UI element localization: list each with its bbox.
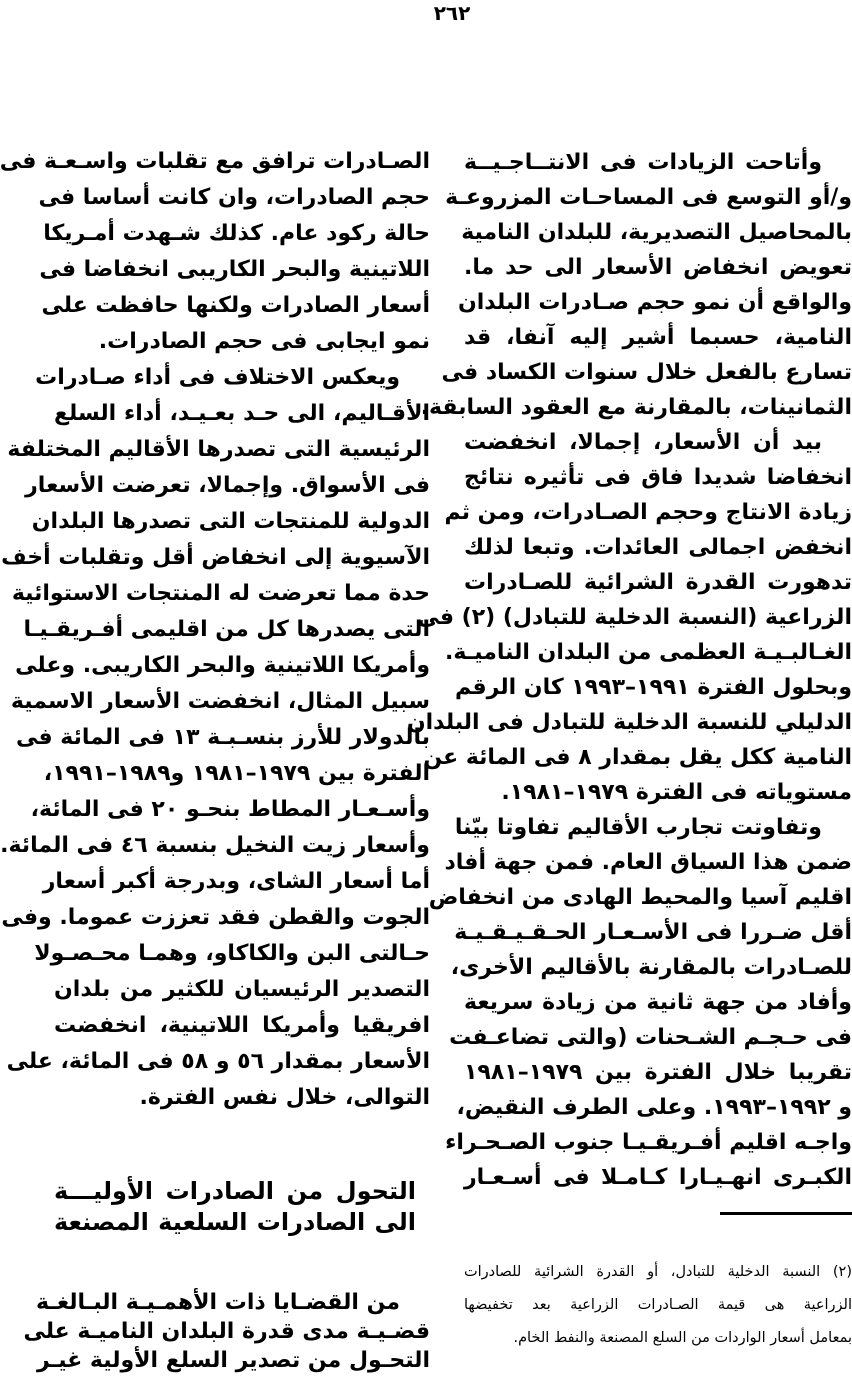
text-line: التى يصدرها كل من اقليمى أفـريقـيـا <box>23 617 430 642</box>
text-line: زيادة الانتاج وحجم الصـادرات، ومن ثم <box>444 500 852 525</box>
text-line: الفترة بين ١٩٧٩–١٩٨١ و١٩٨٩–١٩٩١، <box>43 761 430 786</box>
text-line: الثمانينات، بالمقارنة مع العقود السابقة. <box>420 395 852 420</box>
text-line: وأفاد من جهة ثانية من زيادة سريعة <box>464 990 852 1015</box>
text-line: أما أسعار الشاى، وبدرجة أكبر أسعار <box>42 869 430 894</box>
text-line: ضمن هذا السياق العام. فمن جهة أفاد <box>444 850 852 875</box>
text-line: الصـادرات ترافق مع تقلبات واسـعـة فى <box>0 149 430 174</box>
page-number: ٢٦٢ <box>433 1 471 25</box>
text-line: افريقيا وأمريكا اللاتينية، انخفضت <box>54 1013 430 1038</box>
text-line: التحول من الصادرات الأوليـــة <box>54 1177 416 1205</box>
text-line: بالدولار للأرز بنسـبـة ١٣ فى المائة فى <box>15 725 430 750</box>
text-line: الآسيوية إلى انخفاض أقل وتقلبات أخف <box>1 545 430 570</box>
text-line: واجـه اقليم أفـريقـيـا جنوب الصـحـراء <box>445 1130 852 1155</box>
text-line: وأسعار زيت النخيل بنسبة ٤٦ فى المائة. <box>0 833 430 858</box>
text-line: الرئيسية التى تصدرها الأقاليم المختلفة <box>7 437 430 462</box>
text-line: تدهورت القدرة الشرائية للصـادرات <box>464 570 852 595</box>
text-line: الأسعار بمقدار ٥٦ و ٥٨ فى المائة، على <box>6 1049 430 1074</box>
text-line: أسعار الصادرات ولكنها حافظت على <box>41 293 430 318</box>
text-line: انخفض اجمالى العائدات. وتبعا لذلك <box>464 535 852 560</box>
text-line: وأسـعـار المطاط بنحـو ٢٠ فى المائة، <box>30 797 430 822</box>
text-line: (٢) النسبة الدخلية للتبادل، أو القدرة الشرائية للصادرات <box>464 1264 852 1280</box>
text-line: التوالى، خلال نفس الفترة. <box>139 1085 430 1110</box>
text-line: حـالتى البن والكاكاو، وهمـا محـصـولا <box>34 941 430 966</box>
text-line: اقليم آسيا والمحيط الهادى من انخفاض <box>428 885 852 910</box>
text-line: تسارع بالفعل خلال سنوات الكساد فى <box>441 360 852 385</box>
text-line: الزراعية (النسبة الدخلية للتبادل) (٢) فى <box>417 605 852 630</box>
footnote <box>464 1256 852 1355</box>
text-line: بمعامل أسعار الواردات من السلع المصنعة والنفط الخام. <box>513 1330 852 1346</box>
text-line: والواقع أن نمو حجم صـادرات البلدان <box>457 290 852 315</box>
text-line: التحـول من تصدير السلع الأولية غيـر <box>37 1348 430 1373</box>
text-line: الدولية للمنتجات التى تصدرها البلدان <box>31 509 430 534</box>
text-line: النامية ككل يقل بمقدار ٨ فى المائة عن <box>423 745 852 770</box>
text-line: اللاتينية والبحر الكاريبى انخفاضا فى <box>39 257 430 282</box>
text-line: بالمحاصيل التصديرية، للبلدان النامية <box>461 220 852 245</box>
text-line: الى الصادرات السلعية المصنعة <box>54 1208 416 1236</box>
text-line: الكبـرى انهـيـارا كـامـلا فى أسـعـار <box>464 1165 852 1190</box>
text-line: وبحلول الفترة ١٩٩١–١٩٩٣ كان الرقم <box>455 675 852 700</box>
text-line: ويعكس الاختلاف فى أداء صـادرات <box>35 365 400 390</box>
text-line: الغـالبـيـة العظمى من البلدان الناميـة. <box>445 640 852 665</box>
text-line: النامية، حسبما أشير إليه آنفا، قد <box>464 325 852 350</box>
section-paragraph <box>23 1288 430 1375</box>
text-line: حالة ركود عام. كذلك شـهدت أمـريكا <box>43 221 430 246</box>
text-line: أقل ضـررا فى الأسـعـار الحـقـيـقـيـة <box>454 920 852 945</box>
left-column <box>0 144 430 1116</box>
section-heading <box>54 1176 416 1238</box>
text-line: تقريبا خلال الفترة بين ١٩٧٩–١٩٨١ <box>464 1060 852 1085</box>
text-line: حدة مما تعرضت له المنتجات الاستوائية <box>11 581 430 606</box>
text-line: و/أو التوسع فى المساحـات المزروعـة <box>445 185 852 210</box>
text-line: التصدير الرئيسيان للكثير من بلدان <box>54 977 430 1002</box>
text-line: انخفاضا شديدا فاق فى تأثيره نتائج <box>464 465 852 490</box>
text-line: الدليلي للنسبة الدخلية للتبادل فى البلدان <box>406 710 852 735</box>
text-line: وأتاحت الزيادات فى الانتــاجـيــة <box>464 150 822 175</box>
text-line: بيد أن الأسعار، إجمالا، انخفضت <box>464 430 822 455</box>
text-line: و ١٩٩٢–١٩٩٣. وعلى الطرف النقيض، <box>456 1095 852 1120</box>
text-line: فى حـجـم الشـحنات (والتى تضاعـفت <box>449 1025 852 1050</box>
text-line: وتفاوتت تجارب الأقاليم تفاوتا بيّنا <box>454 815 822 840</box>
text-line: فى الأسواق. وإجمالا، تعرضت الأسعار <box>25 473 430 498</box>
text-line: وأمريكا اللاتينية والبحر الكاريبى. وعلى <box>15 653 430 678</box>
text-line: الجوت والقطن فقد تعززت عموما. وفى <box>1 905 430 930</box>
text-line: من القضـايا ذات الأهمـيـة البـالغـة <box>36 1290 400 1315</box>
text-line: الزراعية هى قيمة الصـادرات الزراعية بعد تخفيضها <box>464 1297 852 1313</box>
footnote-divider <box>720 1212 852 1215</box>
text-line: نمو ايجابى فى حجم الصادرات. <box>98 329 430 354</box>
right-column <box>406 145 852 1195</box>
text-line: تعويض انخفاض الأسعار الى حد ما. <box>464 255 852 280</box>
text-line: قضـيـة مدى قدرة البلدان الناميـة على <box>23 1319 430 1344</box>
text-line: حجم الصادرات، وان كانت أساسا فى <box>38 185 430 210</box>
text-line: للصـادرات بالمقارنة بالأقاليم الأخرى، <box>450 955 852 980</box>
text-line: مستوياته فى الفترة ١٩٧٩–١٩٨١. <box>501 780 852 805</box>
text-line: سبيل المثال، انخفضت الأسعار الاسمية <box>10 689 430 714</box>
text-line: الأقـاليم، الى حـد بعـيـد، أداء السلع <box>54 401 430 426</box>
